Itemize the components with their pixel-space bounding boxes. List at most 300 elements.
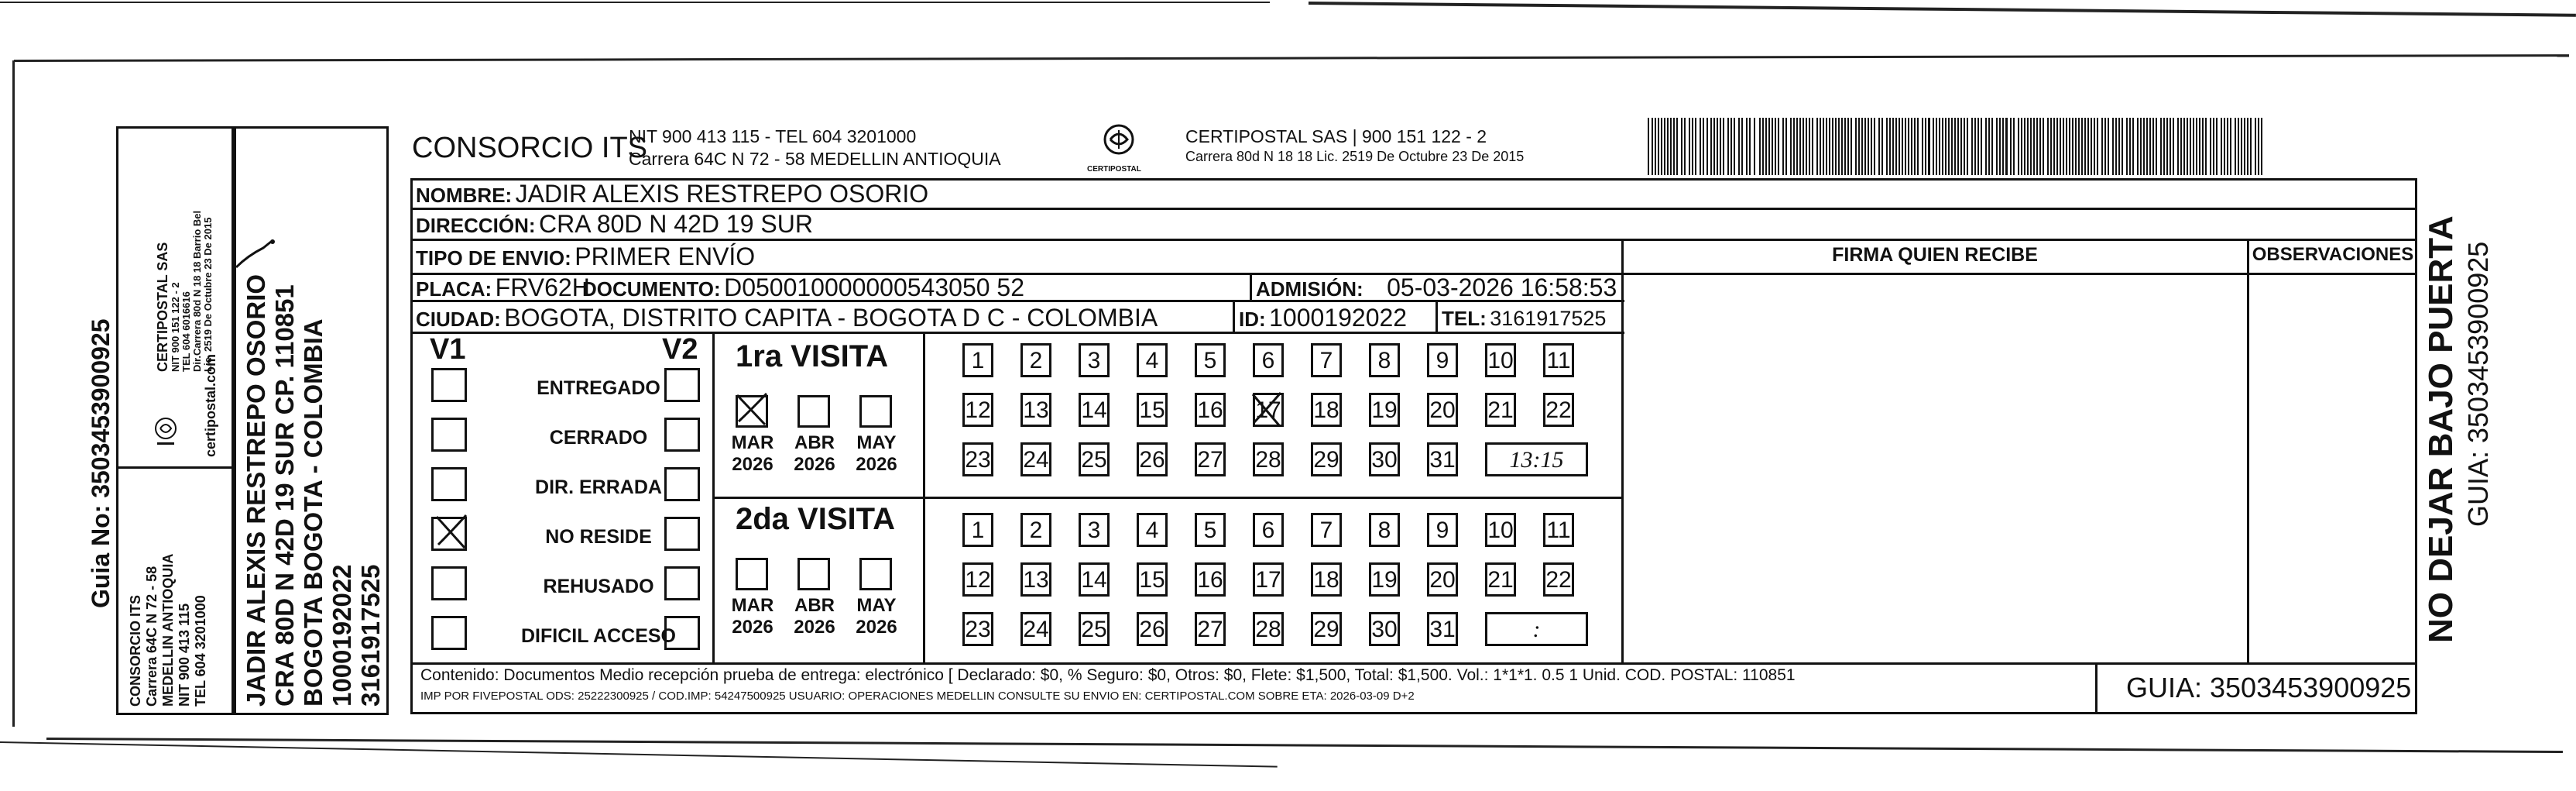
barcode-bar xyxy=(1991,118,1993,175)
barcode-bar xyxy=(1914,118,1916,175)
barcode-bar xyxy=(2202,118,2204,175)
barcode-bar xyxy=(2163,118,2165,175)
barcode-bar xyxy=(2193,118,2194,175)
admision-label: ADMISIÓN: xyxy=(1256,277,1363,301)
day-box[interactable]: 14 xyxy=(1079,393,1110,427)
id-value: 1000192022 xyxy=(1269,304,1408,332)
barcode-bar xyxy=(2140,118,2142,175)
day-box[interactable]: 26 xyxy=(1137,612,1168,646)
barcode-bar xyxy=(2094,118,2095,175)
month-checkbox[interactable] xyxy=(797,395,830,428)
barcode-bar xyxy=(1695,118,1696,175)
month-label: ABR 2026 xyxy=(794,595,835,638)
barcode-bar xyxy=(2078,118,2080,175)
barcode-bar xyxy=(1772,118,1773,175)
month-label: MAR 2026 xyxy=(731,595,774,638)
day-box[interactable]: 10 xyxy=(1485,343,1516,377)
month-checkbox[interactable] xyxy=(797,558,830,590)
v2-checkbox[interactable] xyxy=(664,616,700,650)
documento-label: DOCUMENTO: xyxy=(582,277,721,301)
barcode-bar xyxy=(2152,118,2154,175)
barcode-bar xyxy=(2221,118,2222,175)
barcode-bar xyxy=(1855,118,1857,175)
barcode-bar xyxy=(2173,118,2174,175)
day-box[interactable]: 28 xyxy=(1253,612,1284,646)
barcode-bar xyxy=(1765,118,1767,175)
barcode-bar xyxy=(1832,118,1833,175)
day-box[interactable]: 8 xyxy=(1369,343,1400,377)
barcode-bar xyxy=(1936,118,1937,175)
direccion-label: DIRECCIÓN: xyxy=(416,214,536,237)
barcode-bar xyxy=(2241,118,2242,175)
col-line xyxy=(712,497,1623,499)
barcode-bar xyxy=(2030,118,2032,175)
barcode-bar xyxy=(1844,118,1846,175)
col-line xyxy=(1435,300,1438,332)
v2-checkbox[interactable] xyxy=(664,418,700,452)
v1-checkbox[interactable] xyxy=(431,566,467,600)
barcode-bar xyxy=(1981,118,1982,175)
day-box[interactable]: 15 xyxy=(1137,562,1168,597)
barcode-bar xyxy=(1847,118,1849,175)
barcode-bar xyxy=(1841,118,1843,175)
barcode-bar xyxy=(1655,118,1656,175)
day-box[interactable]: 11 xyxy=(1543,343,1574,377)
ciudad-label: CIUDAD: xyxy=(416,308,501,331)
barcode-bar xyxy=(2112,118,2114,175)
barcode-bar xyxy=(2137,118,2139,175)
barcode-bar xyxy=(1799,118,1801,175)
barcode-bar xyxy=(1793,118,1795,175)
v2-header: V2 xyxy=(662,333,698,366)
month-label: MAY 2026 xyxy=(856,595,897,638)
status-label: DIR. ERRADA xyxy=(535,476,662,498)
day-box[interactable]: 6 xyxy=(1253,513,1284,547)
v2-checkbox[interactable] xyxy=(664,467,700,501)
barcode-bar xyxy=(1851,118,1852,175)
barcode-bar xyxy=(1706,118,1708,175)
barcode-bar xyxy=(1908,118,1909,175)
barcode-bar xyxy=(1954,118,1956,175)
day-box[interactable]: 7 xyxy=(1311,343,1342,377)
barcode-bar xyxy=(2084,118,2086,175)
barcode-bar xyxy=(2227,118,2228,175)
tel-label: TEL: xyxy=(1442,307,1487,330)
sender-address: Carrera 64C N 72 - 58 MEDELLIN ANTIOQUIA xyxy=(629,149,1001,169)
barcode-bar xyxy=(1971,118,1973,175)
nombre-value: JADIR ALEXIS RESTREPO OSORIO xyxy=(515,180,929,208)
v1-checkbox[interactable] xyxy=(431,467,467,501)
barcode-bar xyxy=(2053,118,2055,175)
day-box[interactable]: 21 xyxy=(1485,393,1516,427)
day-box[interactable]: 11 xyxy=(1543,513,1574,547)
stub-pen-stroke xyxy=(232,232,279,271)
barcode-bar xyxy=(2126,118,2128,175)
day-box[interactable]: 20 xyxy=(1427,393,1458,427)
page-edge-left xyxy=(12,60,15,727)
barcode-bar xyxy=(1820,118,1821,175)
barcode-bar xyxy=(2066,118,2067,175)
day-box[interactable]: 24 xyxy=(1020,612,1051,646)
day-box[interactable]: 22 xyxy=(1543,393,1574,427)
barcode-bar xyxy=(1741,118,1743,175)
day-box[interactable]: 27 xyxy=(1195,612,1226,646)
barcode-bar xyxy=(2129,118,2131,175)
barcode-bar xyxy=(1925,118,1926,175)
barcode-bar xyxy=(2244,118,2245,175)
month-label: MAY 2026 xyxy=(856,432,897,475)
barcode-bar xyxy=(1670,118,1672,175)
barcode-bar xyxy=(1713,118,1715,175)
day-box[interactable]: 31 xyxy=(1427,612,1458,646)
status-label: REHUSADO xyxy=(543,576,654,597)
barcode-bar xyxy=(2250,118,2252,175)
barcode-bar xyxy=(2013,118,2015,175)
barcode-bar xyxy=(1899,118,1900,175)
barcode-bar xyxy=(2247,118,2248,175)
day-box[interactable]: 19 xyxy=(1369,562,1400,597)
barcode-bar xyxy=(1734,118,1735,175)
barcode-bar xyxy=(1886,118,1888,175)
tel-value: 3161917525 xyxy=(1490,307,1607,330)
time-box[interactable]: 13:15 xyxy=(1485,442,1588,476)
v1-checkbox[interactable] xyxy=(431,368,467,402)
day-box[interactable]: 12 xyxy=(962,562,993,597)
barcode-bar xyxy=(2224,118,2225,175)
footer-contenido: Contenido: Documentos Medio recepción prueba de entrega: electrónico [ Declarado: $0, % Seguro: $0, Otros: $0, Flete: $1,500, Total: $1,500. Vol.: 1*1*1. 0.5 1 Unid. COD. POSTAL: 110851 xyxy=(420,666,1796,684)
status-label: CERRADO xyxy=(549,427,648,449)
day-box[interactable]: 2 xyxy=(1020,513,1051,547)
barcode-bar xyxy=(2018,118,2019,175)
month-label: MAR 2026 xyxy=(731,432,774,475)
barcode-bar xyxy=(1967,118,1968,175)
barcode-bar xyxy=(2210,118,2211,175)
barcode-bar xyxy=(2183,118,2185,175)
placa-label: PLACA: xyxy=(416,277,492,301)
day-box[interactable]: 17 xyxy=(1253,393,1284,427)
barcode-bar xyxy=(1874,118,1875,175)
barcode-bar xyxy=(1922,118,1923,175)
footer-imp: IMP POR FIVEPOSTAL ODS: 25222300925 / COD.IMP: 54247500925 USUARIO: OPERACIONES MEDELLIN CONSULTE SU ENVIO EN: CERTIPOSTAL.COM SOBRE ETA: 2026-03-09 D+2 xyxy=(420,690,1415,703)
day-box[interactable]: 23 xyxy=(962,612,993,646)
v1-header: V1 xyxy=(430,333,466,366)
stub-divider xyxy=(116,466,234,469)
barcode xyxy=(1648,118,2267,175)
barcode-bar xyxy=(2036,118,2038,175)
barcode-bar xyxy=(1664,118,1665,175)
barcode-bar xyxy=(1861,118,1863,175)
stub-carrier-line: CERTIPOSTAL SAS xyxy=(155,242,170,372)
tel-field xyxy=(1442,307,1606,331)
stub-carrier-web: certipostal.com xyxy=(203,353,218,457)
day-box[interactable]: 29 xyxy=(1311,612,1342,646)
barcode-bar xyxy=(2081,118,2083,175)
barcode-bar xyxy=(1933,118,1934,175)
barcode-bar xyxy=(1796,118,1798,175)
day-box[interactable]: 7 xyxy=(1311,513,1342,547)
no-dejar-bajo-puerta: NO DEJAR BAJO PUERTA xyxy=(2422,215,2460,643)
footer-guia: GUIA: 3503453900925 xyxy=(2126,672,2412,703)
status-label: NO RESIDE xyxy=(545,526,652,548)
stub-recipient-line: JADIR ALEXIS RESTREPO OSORIO xyxy=(242,273,270,707)
firma-area[interactable] xyxy=(1624,275,2247,662)
side-guia: GUIA: 3503453900925 xyxy=(2462,241,2494,527)
barcode-bar xyxy=(1703,118,1704,175)
day-box[interactable]: 1 xyxy=(962,343,993,377)
day-box[interactable]: 28 xyxy=(1253,442,1284,476)
barcode-bar xyxy=(2122,118,2123,175)
barcode-bar xyxy=(2143,118,2145,175)
barcode-bar xyxy=(1746,118,1748,175)
day-box[interactable]: 12 xyxy=(962,393,993,427)
day-box[interactable]: 31 xyxy=(1427,442,1458,476)
day-box[interactable]: 13 xyxy=(1020,393,1051,427)
barcode-bar xyxy=(1881,118,1883,175)
day-box[interactable]: 5 xyxy=(1195,513,1226,547)
day-box[interactable]: 1 xyxy=(962,513,993,547)
barcode-bar xyxy=(1948,118,1950,175)
month-checkbox[interactable] xyxy=(859,558,892,590)
tipo-envio-row xyxy=(416,242,755,271)
day-box[interactable]: 25 xyxy=(1079,442,1110,476)
direccion-value: CRA 80D N 42D 19 SUR xyxy=(539,210,813,238)
month-label: ABR 2026 xyxy=(794,432,835,475)
stub-certipostal-logo-icon xyxy=(153,417,179,448)
day-box[interactable]: 29 xyxy=(1311,442,1342,476)
day-box[interactable]: 3 xyxy=(1079,343,1110,377)
barcode-bar xyxy=(1684,118,1686,175)
barcode-bar xyxy=(1864,118,1866,175)
stub-recipient-line: BOGOTA BOGOTA - COLOMBIA xyxy=(299,318,328,707)
barcode-bar xyxy=(1964,118,1965,175)
barcode-bar xyxy=(2156,118,2157,175)
barcode-bar xyxy=(1957,118,1959,175)
day-box[interactable]: 6 xyxy=(1253,343,1284,377)
day-box[interactable]: 13 xyxy=(1020,562,1051,597)
barcode-bar xyxy=(1917,118,1919,175)
visit-1-title: 1ra VISITA xyxy=(736,339,889,373)
id-field xyxy=(1239,304,1407,332)
barcode-bar xyxy=(1892,118,1894,175)
admision-field xyxy=(1256,273,1617,302)
col-line xyxy=(2095,662,2098,714)
barcode-bar xyxy=(1911,118,1912,175)
barcode-bar xyxy=(2069,118,2070,175)
day-box[interactable]: 3 xyxy=(1079,513,1110,547)
barcode-bar xyxy=(2060,118,2061,175)
day-box[interactable]: 30 xyxy=(1369,612,1400,646)
barcode-bar xyxy=(1996,118,1998,175)
sender-nit: NIT 900 413 115 - TEL 604 3201000 xyxy=(629,126,917,146)
ciudad-field xyxy=(416,304,1158,332)
barcode-bar xyxy=(2205,118,2207,175)
row-line xyxy=(410,239,2417,241)
v1-checkbox[interactable] xyxy=(431,418,467,452)
col-line xyxy=(1233,300,1235,332)
barcode-bar xyxy=(2149,118,2151,175)
barcode-bar xyxy=(2010,118,2012,175)
stub-sender-line: MEDELLIN ANTIOQUIA xyxy=(160,553,176,707)
barcode-bar xyxy=(1723,118,1724,175)
barcode-bar xyxy=(2101,118,2103,175)
tear-line xyxy=(0,741,1278,768)
barcode-bar xyxy=(1759,118,1761,175)
barcode-bar xyxy=(2021,118,2022,175)
day-box[interactable]: 4 xyxy=(1137,343,1168,377)
barcode-bar xyxy=(2187,118,2188,175)
day-box[interactable]: 20 xyxy=(1427,562,1458,597)
barcode-bar xyxy=(2196,118,2197,175)
stub-carrier-line: NIT 900 151 122 - 2 xyxy=(170,282,181,372)
day-box[interactable]: 18 xyxy=(1311,562,1342,597)
barcode-bar xyxy=(1652,118,1653,175)
day-box[interactable]: 30 xyxy=(1369,442,1400,476)
barcode-bar xyxy=(2063,118,2064,175)
v2-checkbox[interactable] xyxy=(664,517,700,551)
barcode-bar xyxy=(1928,118,1930,175)
day-box[interactable]: 21 xyxy=(1485,562,1516,597)
id-label: ID: xyxy=(1239,308,1266,331)
scan-edge-top xyxy=(0,2,1270,3)
barcode-bar xyxy=(1939,118,1940,175)
tipo-envio-label: TIPO DE ENVIO: xyxy=(416,246,571,270)
status-label: ENTREGADO xyxy=(537,377,660,399)
barcode-bar xyxy=(1778,118,1779,175)
barcode-bar xyxy=(1790,118,1792,175)
day-box[interactable]: 2 xyxy=(1020,343,1051,377)
barcode-bar xyxy=(1762,118,1764,175)
day-box[interactable]: 26 xyxy=(1137,442,1168,476)
v2-checkbox[interactable] xyxy=(664,566,700,600)
barcode-bar xyxy=(1806,118,1807,175)
day-box[interactable]: 14 xyxy=(1079,562,1110,597)
day-box[interactable]: 8 xyxy=(1369,513,1400,547)
barcode-bar xyxy=(1905,118,1906,175)
stub-recipient-line: CRA 80D N 42D 19 SUR CP. 110851 xyxy=(270,284,299,707)
sender-name: CONSORCIO ITS xyxy=(412,132,648,164)
barcode-bar xyxy=(2039,118,2041,175)
barcode-bar xyxy=(2190,118,2191,175)
barcode-bar xyxy=(1858,118,1860,175)
documento-value: D050010000000543050 52 xyxy=(724,273,1025,301)
time-box[interactable]: : xyxy=(1485,612,1588,646)
day-box[interactable]: 5 xyxy=(1195,343,1226,377)
barcode-bar xyxy=(1730,118,1732,175)
day-box[interactable]: 24 xyxy=(1020,442,1051,476)
day-box[interactable]: 23 xyxy=(962,442,993,476)
barcode-bar xyxy=(1738,118,1740,175)
certipostal-logo-icon xyxy=(1092,122,1146,169)
barcode-bar xyxy=(1835,118,1837,175)
barcode-bar xyxy=(1785,118,1787,175)
barcode-bar xyxy=(1868,118,1869,175)
day-box[interactable]: 17 xyxy=(1253,562,1284,597)
stub-recipient-line: 3161917525 xyxy=(356,564,385,707)
barcode-bar xyxy=(2132,118,2134,175)
page-edge-top xyxy=(14,54,2569,62)
day-box[interactable]: 9 xyxy=(1427,513,1458,547)
day-box[interactable]: 18 xyxy=(1311,393,1342,427)
barcode-bar xyxy=(1945,118,1947,175)
day-box[interactable]: 22 xyxy=(1543,562,1574,597)
day-box[interactable]: 15 xyxy=(1137,393,1168,427)
stub-sender-line: Carrera 64C N 72 - 58 xyxy=(144,566,159,707)
stub-carrier-line: Lic. 2519 De Octubre 23 De 2015 xyxy=(202,217,214,372)
barcode-bar xyxy=(1658,118,1659,175)
barcode-bar xyxy=(2213,118,2214,175)
month-checkbox[interactable] xyxy=(736,558,768,590)
barcode-bar xyxy=(1692,118,1693,175)
barcode-bar xyxy=(1661,118,1662,175)
barcode-bar xyxy=(2033,118,2035,175)
day-box[interactable]: 16 xyxy=(1195,562,1226,597)
barcode-bar xyxy=(1977,118,1979,175)
barcode-bar xyxy=(1895,118,1897,175)
day-box[interactable]: 19 xyxy=(1369,393,1400,427)
scan-edge-top-right xyxy=(1309,2,2576,17)
barcode-bar xyxy=(1775,118,1776,175)
month-checkbox[interactable] xyxy=(859,395,892,428)
day-box[interactable]: 4 xyxy=(1137,513,1168,547)
barcode-bar xyxy=(2027,118,2029,175)
barcode-bar xyxy=(2230,118,2231,175)
handwritten-x-mark xyxy=(434,512,469,551)
day-box[interactable]: 16 xyxy=(1195,393,1226,427)
barcode-bar xyxy=(1889,118,1891,175)
carrier-address: Carrera 80d N 18 18 Lic. 2519 De Octubre 23 De 2015 xyxy=(1185,149,1525,164)
barcode-bar xyxy=(2075,118,2077,175)
admision-value: 05-03-2026 16:58:53 xyxy=(1387,273,1617,301)
observaciones-area[interactable] xyxy=(2249,275,2415,662)
barcode-bar xyxy=(1809,118,1810,175)
barcode-bar xyxy=(1768,118,1770,175)
barcode-bar xyxy=(2118,118,2120,175)
stub-carrier-line: Dir.Carrera 80d N 18 18 Barrio Bel xyxy=(191,210,203,372)
stub-sender-line: CONSORCIO ITS xyxy=(128,594,143,707)
barcode-bar xyxy=(2108,118,2109,175)
barcode-bar xyxy=(2005,118,2008,175)
day-box[interactable]: 9 xyxy=(1427,343,1458,377)
observaciones-header: OBSERVACIONES xyxy=(2252,244,2414,265)
barcode-bar xyxy=(2166,118,2168,175)
barcode-bar xyxy=(1803,118,1804,175)
barcode-bar xyxy=(2002,118,2004,175)
placa-value: FRV62H xyxy=(495,273,590,301)
barcode-bar xyxy=(1838,118,1840,175)
day-box[interactable]: 27 xyxy=(1195,442,1226,476)
barcode-bar xyxy=(1727,118,1729,175)
barcode-bar xyxy=(1717,118,1718,175)
barcode-bar xyxy=(1720,118,1721,175)
barcode-bar xyxy=(2235,118,2236,175)
barcode-bar xyxy=(1710,118,1712,175)
v2-checkbox[interactable] xyxy=(664,368,700,402)
barcode-bar xyxy=(1812,118,1813,175)
barcode-bar xyxy=(2170,118,2171,175)
barcode-bar xyxy=(2087,118,2089,175)
barcode-bar xyxy=(1985,118,1987,175)
barcode-bar xyxy=(1829,118,1830,175)
nombre-row xyxy=(416,180,928,208)
barcode-bar xyxy=(2024,118,2025,175)
carrier-nit: CERTIPOSTAL SAS | 900 151 122 - 2 xyxy=(1185,126,1487,146)
day-box[interactable]: 25 xyxy=(1079,612,1110,646)
barcode-bar xyxy=(1951,118,1953,175)
day-box[interactable]: 10 xyxy=(1485,513,1516,547)
barcode-bar xyxy=(2072,118,2073,175)
v1-checkbox[interactable] xyxy=(431,616,467,650)
barcode-bar xyxy=(1960,118,1962,175)
